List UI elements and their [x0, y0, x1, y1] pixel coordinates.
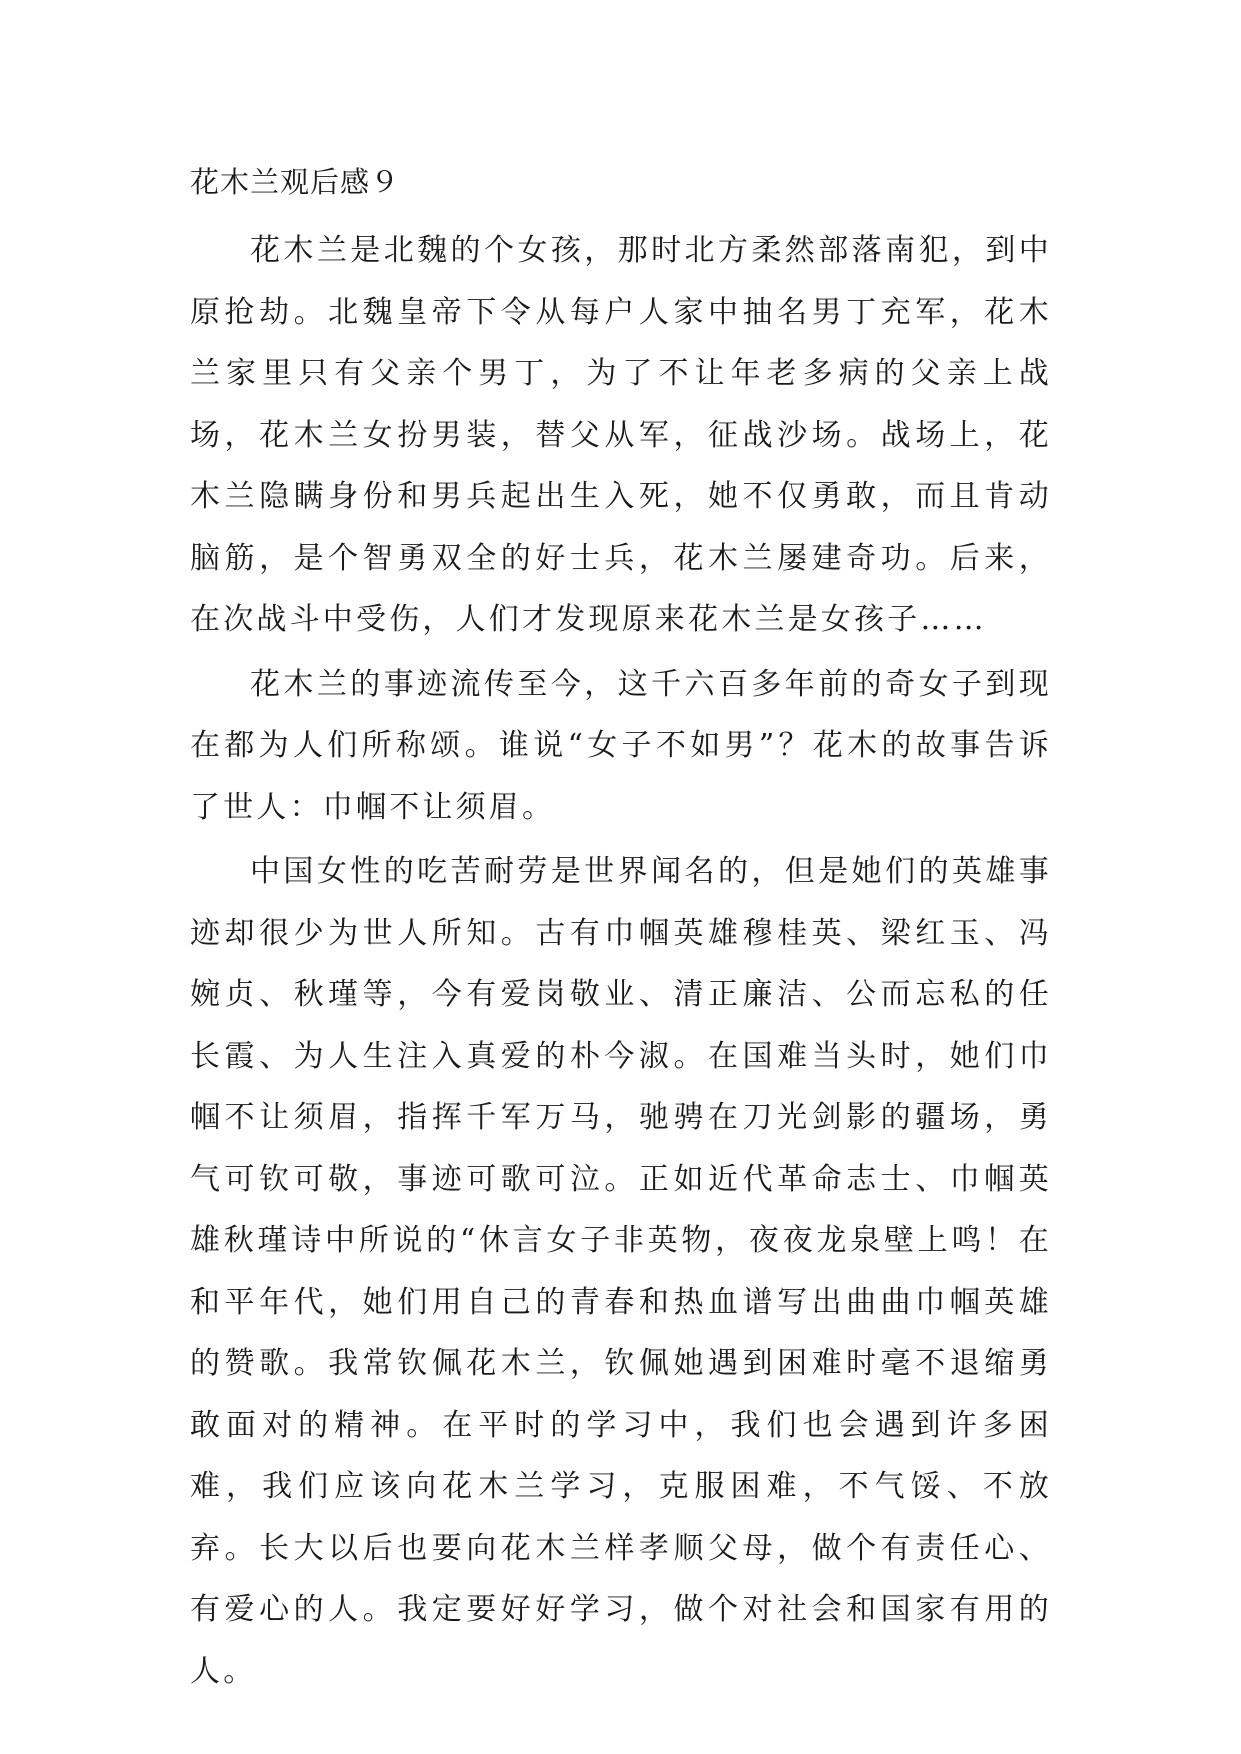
- document-title: 花木兰观后感９: [190, 165, 401, 199]
- paragraph-1: 花木兰是北魏的个女孩，那时北方柔然部落南犯，到中原抢劫。北魏皇帝下令从每户人家中抽名男丁充军，花木兰家里只有父亲个男丁，为了不让年老多病的父亲上战场，花木兰女扮男装，替父从军，征战沙场。战场上，花木兰隐瞒身份和男兵起出生入死，她不仅勇敢，而且肯动脑筋，是个智勇双全的好士兵，花木兰屡建奇功。后来，在次战斗中受伤，人们才发现原来花木兰是女孩子……: [190, 233, 1052, 637]
- paragraph-2: 花木兰的事迹流传至今，这千六百多年前的奇女子到现在都为人们所称颂。谁说“女子不如男”？花木的故事告诉了世人：巾帼不让须眉。: [190, 666, 1052, 825]
- document-body: [190, 220, 1052, 1702]
- paragraph-3: 中国女性的吃苦耐劳是世界闻名的，但是她们的英雄事迹却很少为世人所知。古有巾帼英雄穆桂英、梁红玉、冯婉贞、秋瑾等，今有爱岗敬业、清正廉洁、公而忘私的任长霞、为人生注入真爱的朴今淑。在国难当头时，她们巾帼不让须眉，指挥千军万马，驰骋在刀光剑影的疆场，勇气可钦可敬，事迹可歌可泣。正如近代革命志士、巾帼英雄秋瑾诗中所说的“休言女子非英物，夜夜龙泉壁上鸣！在和平年代，她们用自己的青春和热血谱写出曲曲巾帼英雄的赞歌。我常钦佩花木兰，钦佩她遇到困难时毫不退缩勇敢面对的精神。在平时的学习中，我们也会遇到许多困难，我们应该向花木兰学习，克服困难，不气馁、不放弃。长大以后也要向花木兰样孝顺父母，做个有责任心、有爱心的人。我定要好好学习，做个对社会和国家有用的人。: [190, 854, 1052, 1689]
